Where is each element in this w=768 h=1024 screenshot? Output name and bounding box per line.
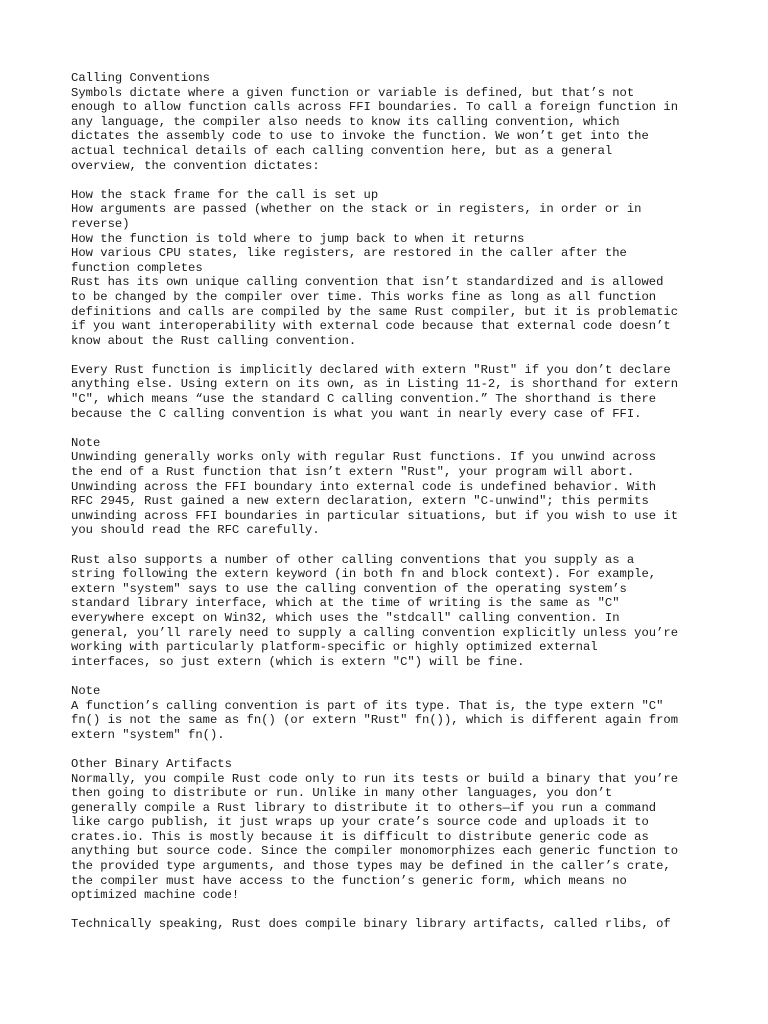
text-line: general, you’ll rarely need to supply a calling convention explicitly unless you’re <box>71 625 679 640</box>
text-line: standard library interface, which at the time of writing is the same as "C" <box>71 596 620 611</box>
text-line: if you want interoperability with external code because that external code doesn’t <box>71 319 671 334</box>
blank-line <box>71 538 711 553</box>
text-line: to be changed by the compiler over time. This works fine as long as all function <box>71 289 657 304</box>
text-line: "C", which means “use the standard C calling convention.” The shorthand is there <box>71 392 657 407</box>
text-line: Note <box>71 683 101 698</box>
text-line: you should read the RFC carefully. <box>71 523 320 538</box>
text-line: anything but source code. Since the compiler monomorphizes each generic function to <box>71 844 679 859</box>
text-line: then going to distribute or run. Unlike in many other languages, you don’t <box>71 786 613 801</box>
text-line: enough to allow function calls across FFI boundaries. To call a foreign function in <box>71 100 679 115</box>
text-line: Every Rust function is implicitly declared with extern "Rust" if you don’t declare <box>71 362 671 377</box>
text-line: the compiler must have access to the function’s generic form, which means no <box>71 873 627 888</box>
text-line: Symbols dictate where a given function or variable is defined, but that’s not <box>71 85 635 100</box>
text-line: Other Binary Artifacts <box>71 756 232 771</box>
text-line: because the C calling convention is what you want in nearly every case of FFI. <box>71 406 642 421</box>
text-line: know about the Rust calling convention. <box>71 333 357 348</box>
text-line: Unwinding across the FFI boundary into external code is undefined behavior. With <box>71 479 657 494</box>
text-line: Technically speaking, Rust does compile binary library artifacts, called rlibs, of <box>71 917 671 932</box>
blank-line <box>71 348 711 363</box>
text-line: How various CPU states, like registers, are restored in the caller after the <box>71 246 627 261</box>
text-line: interfaces, so just extern (which is extern "C") will be fine. <box>71 654 525 669</box>
text-line: How the function is told where to jump back to when it returns <box>71 231 525 246</box>
blank-line <box>71 421 711 436</box>
text-line: dictates the assembly code to use to invoke the function. We won’t get into the <box>71 129 649 144</box>
text-line: overview, the convention dictates: <box>71 158 320 173</box>
text-line: the provided type arguments, and those types may be defined in the caller’s crate, <box>71 859 671 874</box>
blank-line <box>71 669 711 684</box>
text-line: RFC 2945, Rust gained a new extern declaration, extern "C-unwind"; this permits <box>71 494 649 509</box>
text-line: How arguments are passed (whether on the stack or in registers, in order or in <box>71 202 642 217</box>
text-line: optimized machine code! <box>71 888 240 903</box>
text-line: Note <box>71 435 101 450</box>
blank-line <box>71 742 711 757</box>
text-line: reverse) <box>71 216 130 231</box>
text-line: Unwinding generally works only with regular Rust functions. If you unwind across <box>71 450 657 465</box>
text-line: extern "system" says to use the calling convention of the operating system’s <box>71 581 627 596</box>
text-line: fn() is not the same as fn() (or extern "Rust" fn()), which is different again from <box>71 713 679 728</box>
text-line: working with particularly platform-specific or highly optimized external <box>71 640 598 655</box>
text-line: unwinding across FFI boundaries in particular situations, but if you wish to use it <box>71 508 679 523</box>
text-line: like cargo publish, it just wraps up your crate’s source code and uploads it to <box>71 815 649 830</box>
text-line: Calling Conventions <box>71 71 210 85</box>
text-line: Rust also supports a number of other calling conventions that you supply as a <box>71 552 635 567</box>
text-line: generally compile a Rust library to distribute it to others—if you run a command <box>71 800 657 815</box>
text-line: crates.io. This is mostly because it is difficult to distribute generic code as <box>71 829 649 844</box>
text-line: anything else. Using extern on its own, as in Listing 11-2, is shorthand for extern <box>71 377 679 392</box>
document-page <box>71 71 711 932</box>
text-line: string following the extern keyword (in both fn and block context). For example, <box>71 567 657 582</box>
text-line: actual technical details of each calling convention here, but as a general <box>71 143 613 158</box>
blank-line <box>71 903 711 918</box>
text-line: function completes <box>71 260 203 275</box>
text-line: the end of a Rust function that isn’t extern "Rust", your program will abort. <box>71 465 635 480</box>
text-line: extern "system" fn(). <box>71 727 225 742</box>
text-line: How the stack frame for the call is set up <box>71 187 379 202</box>
text-line: definitions and calls are compiled by the same Rust compiler, but it is problematic <box>71 304 679 319</box>
text-line: Rust has its own unique calling convention that isn’t standardized and is allowed <box>71 275 664 290</box>
blank-line <box>71 173 711 188</box>
text-line: everywhere except on Win32, which uses the "stdcall" calling convention. In <box>71 610 620 625</box>
text-line: any language, the compiler also needs to know its calling convention, which <box>71 114 620 129</box>
text-line: A function’s calling convention is part of its type. That is, the type extern "C" <box>71 698 664 713</box>
text-line: Normally, you compile Rust code only to run its tests or build a binary that you’re <box>71 771 679 786</box>
